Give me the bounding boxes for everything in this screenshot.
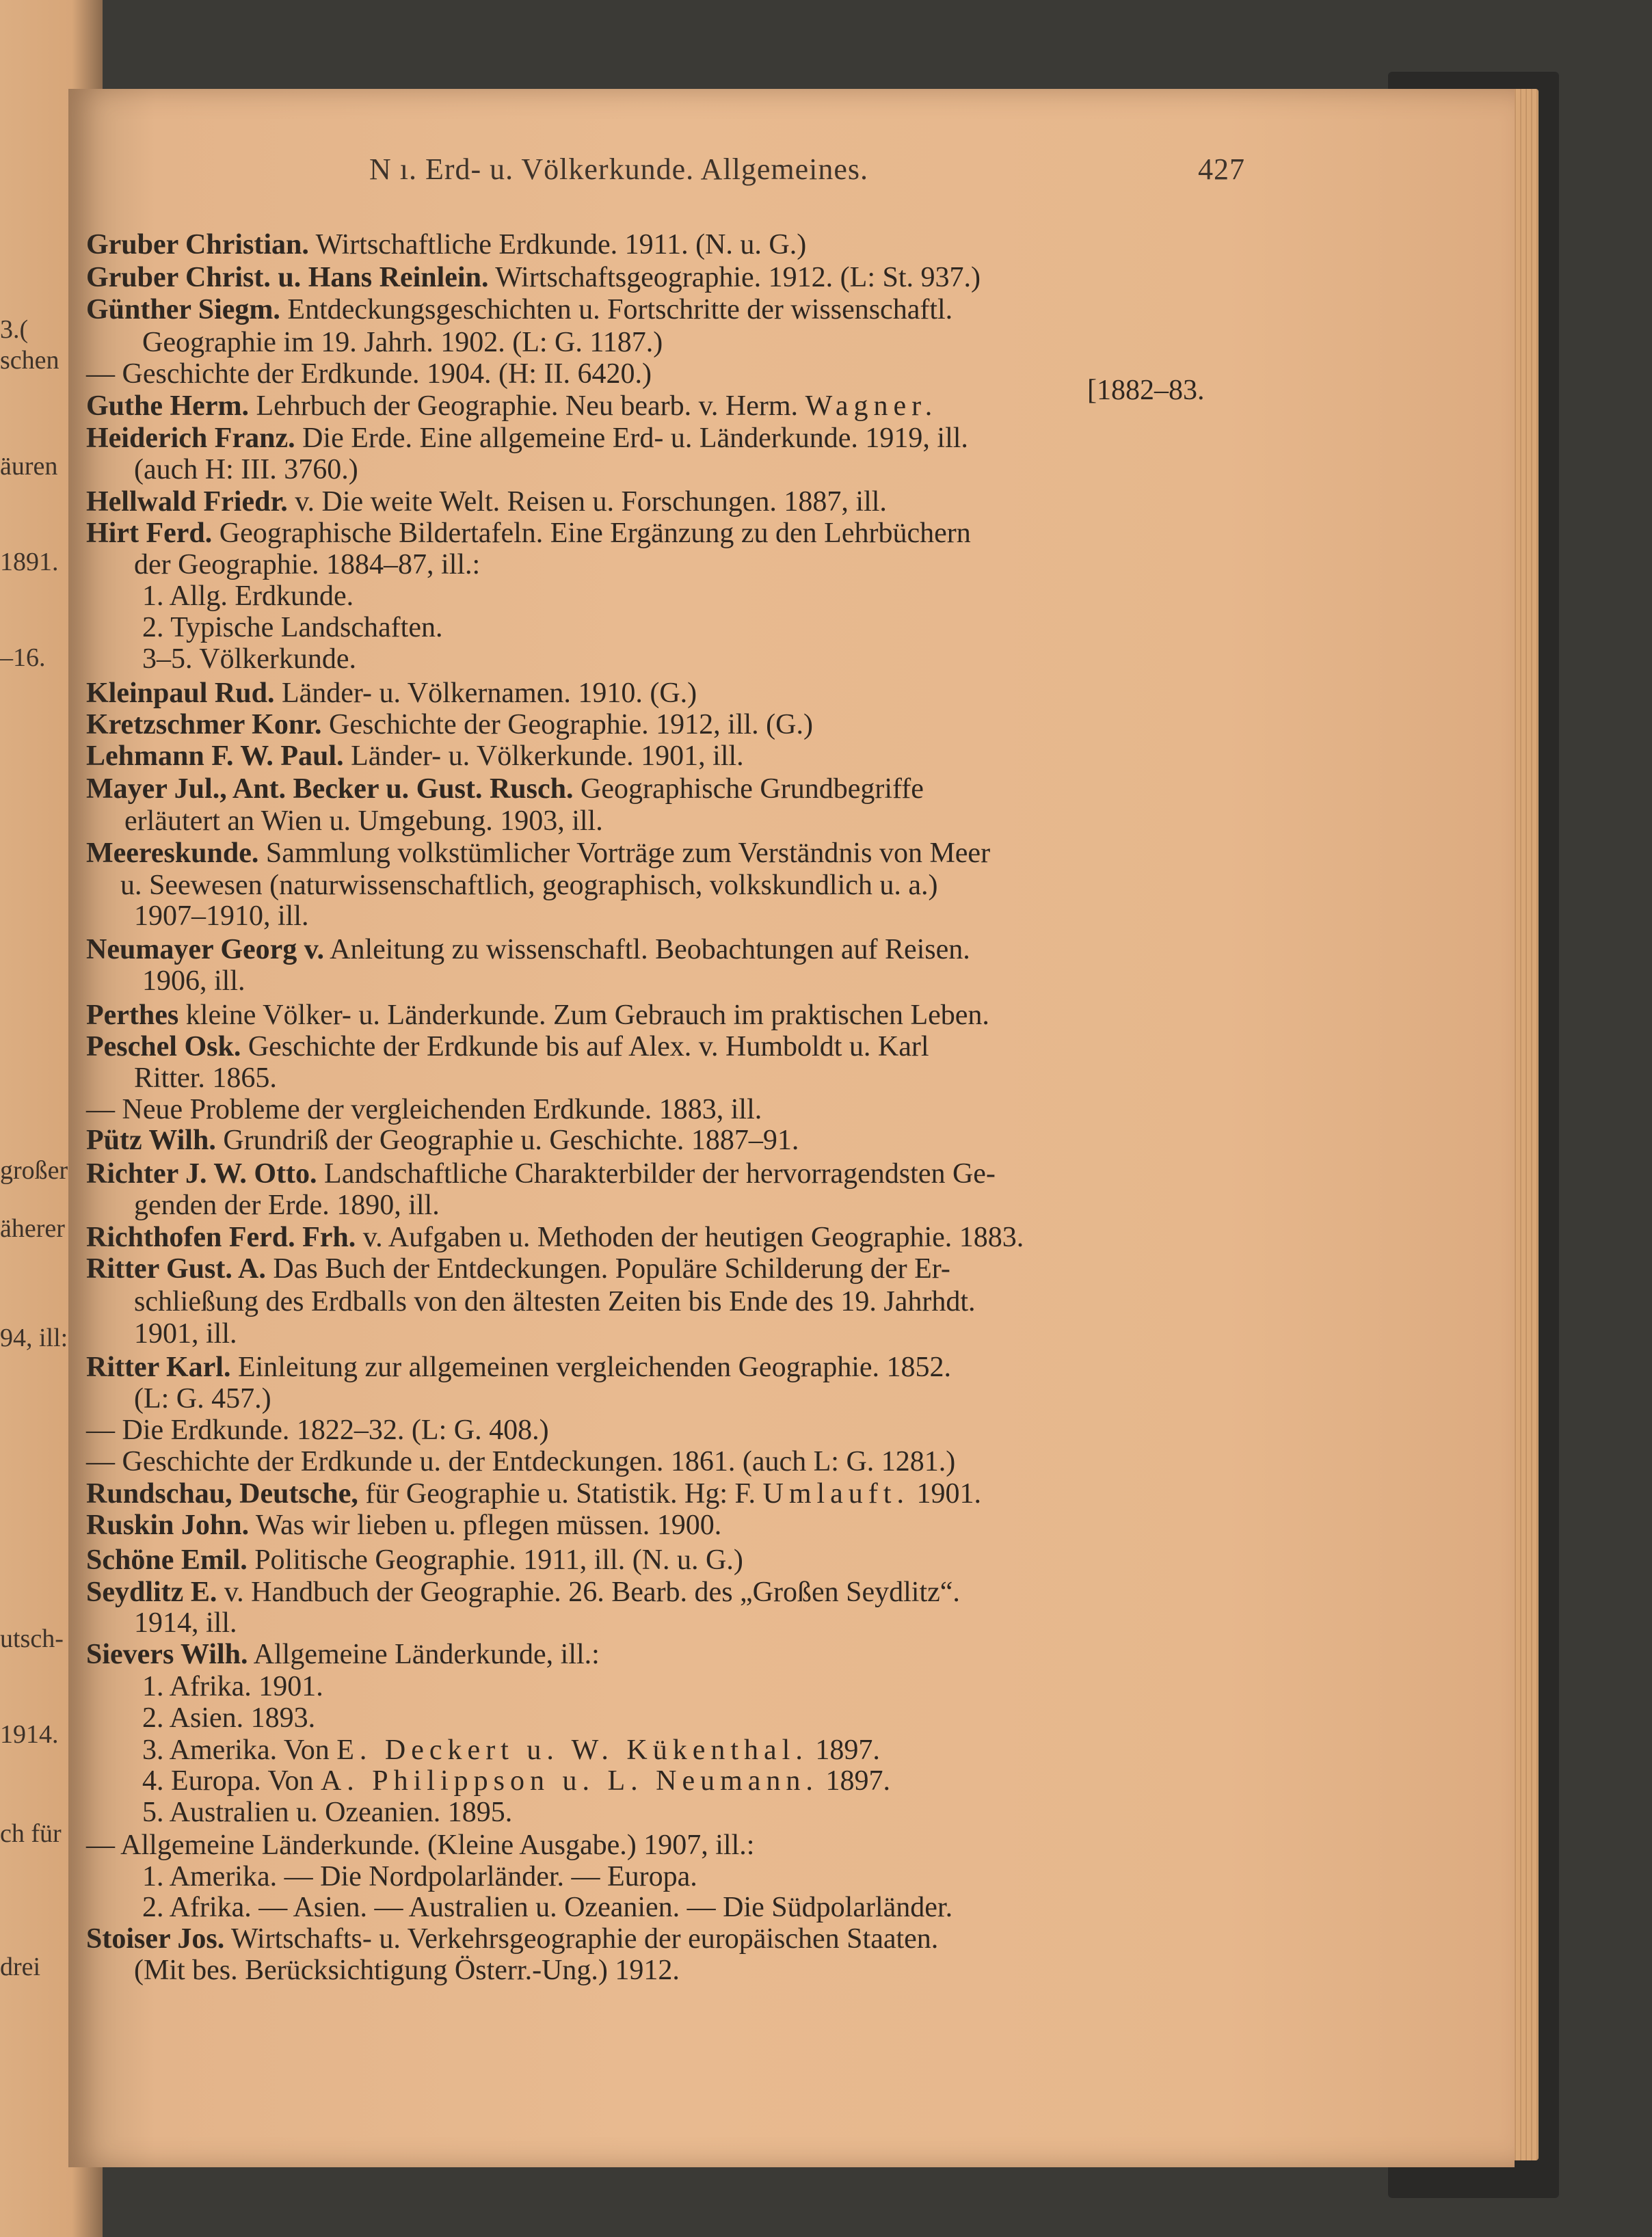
bib-line [134, 1286, 976, 1317]
bib-author: Heiderich Franz. [86, 423, 295, 454]
bib-line [134, 1955, 680, 1986]
bib-line [86, 773, 924, 805]
margin-fragment: ch für [0, 1819, 62, 1848]
bib-text: Allgemeine Länderkunde, ill.: [248, 1639, 600, 1670]
bib-text: — Geschichte der Erdkunde. 1904. (H: II. 6420.) [86, 358, 652, 390]
bib-line [120, 870, 938, 901]
bib-text: Geographische Bildertafeln. Eine Ergänzung zu den Lehrbüchern [212, 518, 971, 549]
bib-line [86, 1577, 960, 1608]
bib-text: Geschichte der Geographie. 1912, ill. (G.) [321, 709, 813, 740]
bib-author: Hellwald Friedr. [86, 486, 288, 518]
bib-author: Kleinpaul Rud. [86, 678, 275, 709]
bib-author: Meereskunde. [86, 838, 259, 869]
bib-line [134, 1318, 237, 1350]
bib-text: Die Erde. Eine allgemeine Erd- u. Länderkunde. 1919, ill. [295, 423, 968, 454]
bib-line [134, 1190, 440, 1221]
bib-line [142, 965, 245, 997]
bib-text: für Geographie u. Statistik. Hg: F. [358, 1478, 763, 1510]
bib-text: — Allgemeine Länderkunde. (Kleine Ausgabe.) 1907, ill.: [86, 1830, 755, 1861]
bib-text: Was wir lieben u. pflegen müssen. 1900. [249, 1510, 722, 1541]
bib-line [86, 518, 971, 549]
bib-spaced-text: A. Philippson u. L. Neumann. [320, 1765, 818, 1797]
bib-text: 2. Asien. 1893. [142, 1702, 316, 1734]
margin-fragment: 3.( [0, 315, 29, 344]
bib-line [142, 612, 442, 643]
bib-text: Länder- u. Völkernamen. 1910. (G.) [274, 678, 697, 709]
bib-text: Lehrbuch der Geographie. Neu bearb. v. Herm. [248, 390, 805, 422]
bib-spaced-text: 1897. [818, 1765, 890, 1797]
bib-line [86, 390, 937, 422]
bib-author: Hirt Ferd. [86, 518, 213, 549]
bib-line [142, 643, 356, 675]
running-header: N ı. Erd- u. Völkerkunde. Allgemeines. [369, 152, 869, 186]
bib-line [134, 900, 309, 932]
margin-fragment: –16. [0, 643, 46, 672]
bib-text: u. Seewesen (naturwissenschaftlich, geographisch, volkskundlich u. a.) [120, 870, 938, 901]
bib-line [134, 1062, 277, 1094]
bib-author: Stoiser Jos. [86, 1923, 225, 1955]
bib-line [86, 1158, 996, 1190]
bib-text: schließung des Erdballs von den ältesten Zeiten bis Ende des 19. Jahrhdt. [134, 1286, 976, 1317]
bib-text: 2. Afrika. — Asien. — Australien u. Ozeanien. — Die Südpolarländer. [142, 1892, 953, 1923]
bib-text: 5. Australien u. Ozeanien. 1895. [142, 1797, 513, 1828]
bib-line [142, 580, 354, 612]
bib-text: 1901, ill. [134, 1318, 237, 1350]
bib-text: Entdeckungsgeschichten u. Fortschritte der wissenschaftl. [280, 294, 953, 325]
bib-line [86, 1125, 799, 1156]
bib-text: v. Handbuch der Geographie. 26. Bearb. des „Großen Seydlitz“. [217, 1577, 960, 1608]
bib-text: Geschichte der Erdkunde bis auf Alex. v. Humboldt u. Karl [241, 1031, 929, 1062]
bib-text: 4. Europa. Von [142, 1765, 321, 1797]
bib-spaced-text: E. Deckert u. W. Kükenthal. [336, 1734, 808, 1766]
bib-text: Landschaftliche Charakterbilder der hervorragendsten Ge- [317, 1158, 996, 1190]
bib-text: Sammlung volkstümlicher Vorträge zum Verständnis von Meer [258, 838, 991, 869]
bib-author: Rundschau, Deutsche, [86, 1478, 358, 1510]
margin-fragment: drei [0, 1953, 41, 1981]
bib-text: — Neue Probleme der vergleichenden Erdkunde. 1883, ill. [86, 1094, 762, 1125]
bib-text: genden der Erde. 1890, ill. [134, 1190, 440, 1221]
bib-author: Sievers Wilh. [86, 1639, 248, 1670]
margin-fragment: 94, ill: [0, 1324, 68, 1352]
bib-line [86, 1253, 950, 1285]
bib-text: Länder- u. Völkerkunde. 1901, ill. [343, 740, 744, 772]
bib-author: Perthes [86, 1000, 179, 1031]
bib-text: Anleitung zu wissenschaftl. Beobachtungen auf Reisen. [323, 934, 970, 965]
bib-text: Wirtschaftliche Erdkunde. 1911. (N. u. G.) [308, 229, 807, 260]
bib-spaced-text: Wagner. [805, 390, 938, 422]
bib-text: 1914, ill. [134, 1607, 237, 1639]
bib-line [134, 454, 358, 485]
bib-author: Mayer Jul., Ant. Becker u. Gust. Rusch. [86, 773, 574, 805]
bib-line [142, 1734, 880, 1766]
bib-line [86, 1031, 929, 1062]
bib-author: Ruskin John. [86, 1510, 250, 1541]
bib-author: Pütz Wilh. [86, 1125, 216, 1156]
bib-text: v. Aufgaben u. Methoden der heutigen Geographie. 1883. [356, 1222, 1024, 1253]
bib-line [86, 1094, 762, 1125]
bib-line [86, 1352, 951, 1383]
bib-line [142, 327, 663, 358]
bib-line [86, 1510, 721, 1541]
bib-line [86, 294, 952, 325]
bib-line [142, 1702, 315, 1734]
bib-line [142, 1671, 323, 1702]
bib-line [86, 262, 981, 293]
bib-line [86, 740, 744, 772]
bib-author: Kretzschmer Konr. [86, 709, 322, 740]
bib-line [86, 838, 990, 869]
bib-text: Ritter. 1865. [134, 1062, 277, 1094]
bib-line [86, 709, 813, 740]
bib-text: (Mit bes. Berücksichtigung Österr.-Ung.) 1912. [134, 1955, 680, 1986]
bib-text: 1. Allg. Erdkunde. [142, 580, 354, 612]
bib-author: Guthe Herm. [86, 390, 249, 422]
page-number: 427 [1198, 152, 1245, 186]
bib-spaced-text: Umlauft. [762, 1478, 909, 1510]
bib-author: Gruber Christian. [86, 229, 309, 260]
bib-author: Günther Siegm. [86, 294, 280, 325]
bib-line [134, 1607, 237, 1639]
margin-fragment: äuren [0, 452, 58, 481]
bib-author: Richthofen Ferd. Frh. [86, 1222, 356, 1253]
bib-text: Politische Geographie. 1911, ill. (N. u. G.) [247, 1544, 743, 1576]
bib-text: (auch H: III. 3760.) [134, 454, 358, 485]
bib-author: Ritter Karl. [86, 1352, 231, 1383]
bib-line [86, 678, 697, 709]
bib-line [124, 805, 603, 837]
bib-line [86, 1446, 955, 1477]
bib-author: Neumayer Georg v. [86, 934, 324, 965]
bib-line [86, 934, 970, 965]
bib-line [86, 358, 652, 390]
bib-text: (L: G. 457.) [134, 1383, 271, 1415]
margin-fragment: 1891. [0, 548, 59, 576]
bib-line [86, 1639, 600, 1670]
margin-fragment: utsch- [0, 1624, 64, 1653]
bib-line [86, 486, 887, 518]
bib-line [86, 1478, 981, 1510]
bib-text: v. Die weite Welt. Reisen u. Forschungen. 1887, ill. [287, 486, 887, 518]
bib-line [86, 1000, 989, 1031]
bib-text: 3. Amerika. Von [142, 1734, 337, 1766]
bib-line [134, 549, 480, 580]
bib-text: Geographie im 19. Jahrh. 1902. (L: G. 1187.) [142, 327, 663, 358]
bib-author: Richter J. W. Otto. [86, 1158, 317, 1190]
margin-fragment: schen [0, 346, 59, 375]
bib-line [86, 1544, 743, 1576]
bib-text: 1906, ill. [142, 965, 245, 997]
bib-author: Seydlitz E. [86, 1577, 217, 1608]
bib-text: 2. Typische Landschaften. [142, 612, 443, 643]
bib-author: Ritter Gust. A. [86, 1253, 266, 1285]
bib-text: Wirtschaftsgeographie. 1912. (L: St. 937.) [488, 262, 981, 293]
bib-line [86, 1923, 938, 1955]
bib-text: — Geschichte der Erdkunde u. der Entdeckungen. 1861. (auch L: G. 1281.) [86, 1446, 956, 1477]
bib-line [142, 1765, 890, 1797]
bib-spaced-text: 1901. [909, 1478, 981, 1510]
bib-year-right: [1882–83. [1087, 375, 1205, 406]
bib-text: 1. Amerika. — Die Nordpolarländer. — Europa. [142, 1861, 697, 1892]
margin-fragment: 1914. [0, 1720, 59, 1749]
bib-text: kleine Völker- u. Länderkunde. Zum Gebrauch im praktischen Leben. [178, 1000, 989, 1031]
bib-author: Gruber Christ. u. Hans Reinlein. [86, 262, 489, 293]
bib-text: Wirtschafts- u. Verkehrsgeographie der europäischen Staaten. [224, 1923, 939, 1955]
margin-fragment: äherer [0, 1214, 65, 1243]
bib-line [86, 1222, 1024, 1253]
bib-text: erläutert an Wien u. Umgebung. 1903, ill. [124, 805, 603, 837]
bib-author: Peschel Osk. [86, 1031, 241, 1062]
margin-fragment: großer [0, 1156, 68, 1185]
bib-spaced-text: 1897. [808, 1734, 880, 1766]
bib-text: 1. Afrika. 1901. [142, 1671, 323, 1702]
bib-line [134, 1383, 271, 1415]
bib-text: der Geographie. 1884–87, ill.: [134, 549, 481, 580]
bib-author: Lehmann F. W. Paul. [86, 740, 344, 772]
bib-text: Das Buch der Entdeckungen. Populäre Schilderung der Er- [265, 1253, 950, 1285]
bib-line [142, 1797, 512, 1828]
bib-text: 1907–1910, ill. [134, 900, 309, 932]
bib-line [142, 1892, 952, 1923]
bib-text: Einleitung zur allgemeinen vergleichenden Geographie. 1852. [230, 1352, 952, 1383]
bib-line [142, 1861, 697, 1892]
bib-line [86, 423, 968, 454]
bib-text: Geographische Grundbegriffe [573, 773, 924, 805]
bib-text: — Die Erdkunde. 1822–32. (L: G. 408.) [86, 1415, 549, 1446]
bib-line [86, 1415, 549, 1446]
bib-author: Schöne Emil. [86, 1544, 248, 1576]
bib-text: 3–5. Völkerkunde. [142, 643, 357, 675]
bib-line [86, 229, 806, 260]
bib-line [86, 1830, 754, 1861]
bib-text: Grundriß der Geographie u. Geschichte. 1887–91. [215, 1125, 799, 1156]
